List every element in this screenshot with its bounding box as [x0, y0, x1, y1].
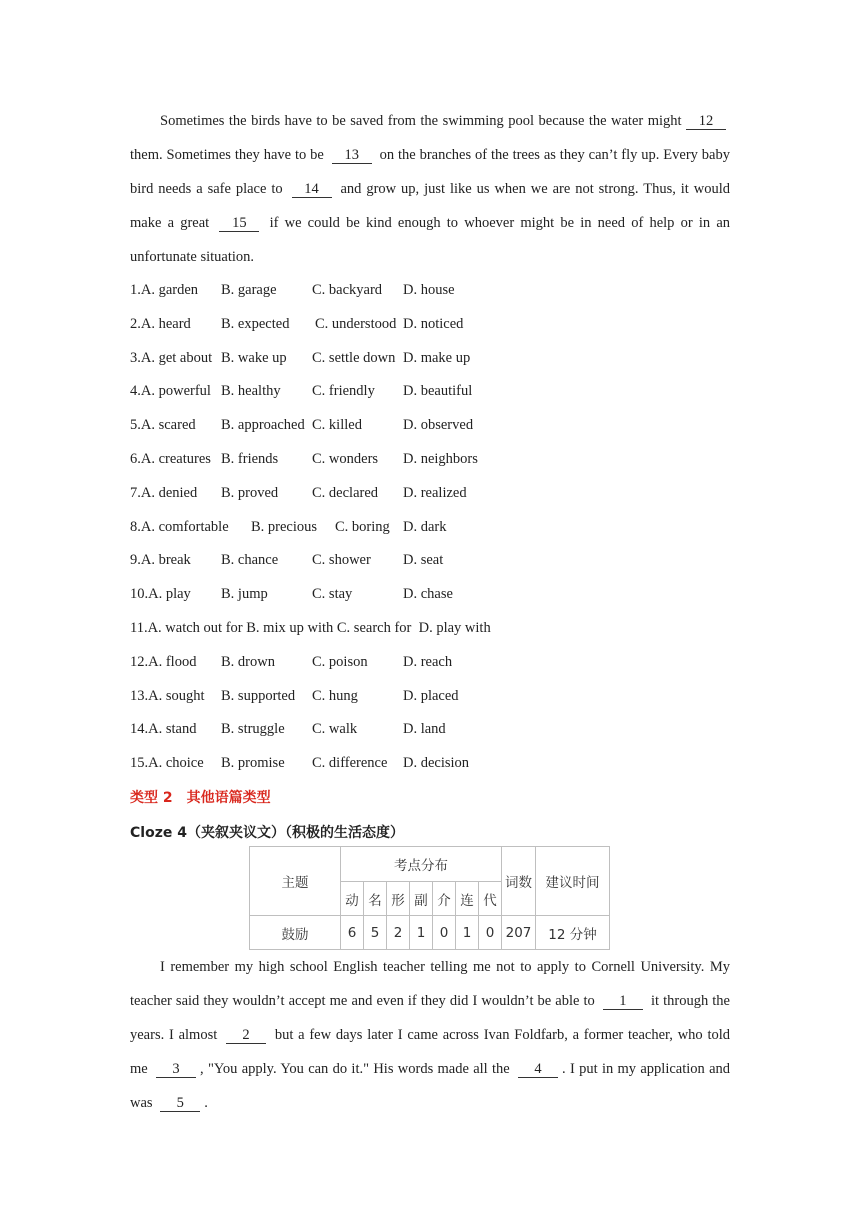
blank-5: 5 — [160, 1095, 200, 1112]
cloze-title: Cloze 4（夹叙夹议文）（积极的生活态度） — [130, 825, 404, 841]
option-row: 2.A. heard B. expected C. understood D. noticed — [130, 315, 464, 332]
option-row: 1.A. garden B. garage C. backyard D. house — [130, 282, 455, 298]
pos-cell: 形 — [387, 882, 410, 916]
option-row: 13.A. sought B. supported C. hung D. placed — [130, 687, 459, 704]
count-cell: 5 — [364, 916, 387, 950]
option-row: 7.A. denied B. proved C. declared D. realized — [130, 484, 467, 501]
blank-15: 15 — [219, 215, 259, 232]
blank-1: 1 — [603, 993, 643, 1010]
words-value: 207 — [502, 916, 536, 950]
option-row: 10.A. play B. jump C. stay D. chase — [130, 586, 453, 603]
option-row: 9.A. break B. chance C. shower D. seat — [130, 552, 444, 569]
count-cell: 2 — [387, 916, 410, 950]
blank-12: 12 — [686, 113, 726, 130]
count-cell: 0 — [433, 916, 456, 950]
option-row: 3.A. get about B. wake up C. settle down D. make up — [130, 349, 471, 366]
theme-header: 主题 — [250, 847, 341, 916]
option-row: 6.A. creatures B. friends C. wonders D. neighbors — [130, 450, 478, 467]
words-header: 词数 — [502, 847, 536, 916]
count-cell: 1 — [410, 916, 433, 950]
theme-value: 鼓励 — [250, 916, 341, 950]
blank-14: 14 — [292, 181, 332, 198]
blank-4: 4 — [518, 1061, 558, 1078]
options-list — [130, 274, 730, 781]
option-row: 15.A. choice B. promise C. difference D. decision — [130, 755, 470, 772]
count-cell: 1 — [456, 916, 479, 950]
blank-3: 3 — [156, 1061, 196, 1078]
pos-cell: 动 — [341, 882, 364, 916]
info-table — [249, 846, 610, 950]
count-cell: 6 — [341, 916, 364, 950]
distribution-header: 考点分布 — [341, 847, 502, 882]
option-row: 8.A. comfortable B. precious C. boring D. dark — [130, 518, 447, 535]
pos-cell: 介 — [433, 882, 456, 916]
blank-2: 2 — [226, 1027, 266, 1044]
count-cell: 0 — [479, 916, 502, 950]
pos-cell: 副 — [410, 882, 433, 916]
time-header: 建议时间 — [536, 847, 610, 916]
pos-cell: 代 — [479, 882, 502, 916]
blank-13: 13 — [332, 147, 372, 164]
passage-paragraph: Sometimes the birds have to be saved from the swimming pool because the water might 12 them. Sometimes they have to be 13 on the branches of the trees as they can’t fly up. Every baby bird needs a safe place to 14 and grow up, just like us when we are not strong. Thus, it would make a great 15 if we could be kind enough to whoever might be in need of help or in an unfortunate situation. — [130, 113, 731, 265]
time-value: 12 分钟 — [536, 916, 610, 950]
option-row: 12.A. flood B. drown C. poison D. reach — [130, 653, 453, 670]
pos-cell: 连 — [456, 882, 479, 916]
pos-cell: 名 — [364, 882, 387, 916]
passage-paragraph-2: I remember my high school English teacher telling me not to apply to Cornell University. My teacher said they wouldn’t accept me and even if they did I wouldn’t be able to 1 it through the years. I almost 2 but a few days later I came across Ivan Foldfarb, a former teacher, who told me 3 , "You apply. You can do it." His words made all the 4 . I put in my application and was 5 . — [130, 959, 731, 1111]
section-title: 类型 2 其他语篇类型 — [130, 790, 271, 806]
option-row: 4.A. powerful B. healthy C. friendly D. beautiful — [130, 383, 473, 400]
option-row: 11.A. watch out for B. mix up with C. search for D. play with — [130, 619, 491, 636]
option-row: 5.A. scared B. approached C. killed D. observed — [130, 417, 474, 434]
option-row: 14.A. stand B. struggle C. walk D. land — [130, 721, 446, 738]
